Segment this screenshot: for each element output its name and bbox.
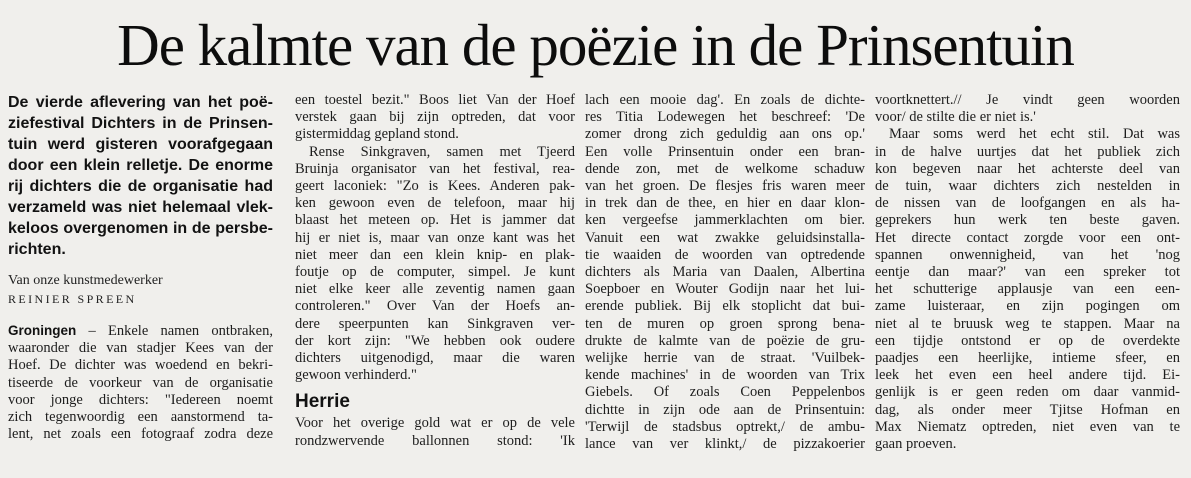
text-line: ken vergeefse jammerklachten om bier. [585,212,865,229]
text-line: Het directe contact zorgde voor een ont- [875,229,1180,246]
text-line: gistermiddag gepland stond. [295,126,459,143]
text-line: paadjes een heerlijke, intieme sfeer, en [875,350,1180,367]
text-line: in trek dan de thee, en hier en daar klon- [585,195,865,212]
text-line: geprekers hun werk ten beste gaven. [875,212,1180,229]
text-line: gaan proeven. [875,436,957,453]
text-line: genlijk is er geen reden om daar vanmid- [875,384,1180,401]
text-line: Een volle Prinsentuin onder een bran- [585,143,865,160]
text-line: gewoon verhinderd." [295,367,417,384]
article-body-block [8,322,273,443]
text-line: rij dichters die de organisatie had [8,178,273,195]
text-line: Vanuit een wat zwakke geluidsinstalla- [585,229,865,246]
text-line: ziefestival Dichters in de Prinsen- [8,115,273,132]
text-line: De vierde aflevering van het poë- [8,94,273,111]
text-line: in de halve uurtjes dat het publiek zich [875,143,1180,160]
text-line: rondzwervende ballonnen stond: 'Ik [295,432,575,449]
text-line: leek het even een heel andere tijd. Ei- [875,367,1180,384]
text-line: ken gewoon even de telefoon, maar hij [295,195,575,212]
text-line: hij er niet is, maar van onze kant was het [295,229,575,246]
text-line: Soepboer en Wouter Godijn naar het lui- [585,281,865,298]
text-line: spannen onwennigheid, van het 'nog [875,246,1180,263]
text-line: tie waaiden de woorden van optredende [585,246,865,263]
text-line: zich tegenwoordig een aanstormend ta- [8,409,273,426]
article-body-block [585,92,865,453]
article-body-block [295,92,575,384]
column-4 [875,92,1180,453]
text-line: verstek gaan bij zijn optreden, dat voor [295,109,575,126]
byline-name: REINIER SPREEN [8,292,137,306]
headline: De kalmte van de poëzie in de Prinsentuin [117,12,1074,78]
text-line: niet meer dan een klein knip- en plak- [295,246,575,263]
text-line: het schutterige applausje van een een- [875,281,1180,298]
text-line: dere speerpunten kan Sinkgraven ver- [295,315,575,332]
text-line: dag, als onder meer Tjitse Hofman en [875,401,1180,418]
text-line: zomer drong zich geduldig aan ons op.' [585,126,865,143]
text-line: keloos overgenomen in de persbe- [8,220,273,237]
text-line: voortknettert.// Je vindt geen woorden [875,92,1180,108]
text-line: van het groen. De flesjes fris waren meer [585,178,865,195]
text-line: Giebels. Of zoals Coen Peppelenbos [585,384,865,401]
text-line: tuin werd gisteren voorafgegaan [8,136,273,153]
text-line: welijke herrie van de straat. 'Vuilbek- [585,350,865,367]
section-heading: Herrie [295,391,350,413]
text-line: de tuin, waar dichters zich nestelden in [875,178,1180,195]
text-line: de nissen van de loofgangen en als ha- [875,195,1180,212]
text-line: voor jonge dichters: "Iedereen noemt [8,391,273,408]
text-line: niet al te bruusk weg te stappen. Maar na [875,315,1180,332]
text-line: ten de muren op groen sprong bena- [585,315,865,332]
text-line: 'Terwijl de stadsbus optrekt,/ de ambu- [585,418,865,435]
text-line: Maar soms werd het echt stil. Dat was [889,126,1180,143]
text-line: kon begeven naar het achterste deel van [875,160,1180,177]
text-line: geert laconiek: "Zo is Kees. Anderen pak- [295,178,575,195]
text-line: lach een mooie dag'. En zoals de dichte- [585,92,865,108]
dateline-lead: Groningen [8,323,77,338]
text-line: door een klein relletje. De enorme [8,157,273,174]
text-line: Rense Sinkgraven, samen met Tjeerd [309,143,575,160]
text-line: richten. [8,241,66,258]
text-line: foutje op de computer, simpel. Je kunt [295,264,575,281]
text-line: blaast het meteen op. Het is jammer dat [295,212,575,229]
text-line: tiseerde de voorkeur van de organisatie [8,374,273,391]
text-line: verzameld was niet helemaal vlek- [8,199,273,216]
text-line: Bruinja organisator van het festival, rea- [295,160,575,177]
text-line: Groningen – Enkele namen ontbraken, [8,323,273,339]
text-line: waaronder die van stadjer Kees van der [8,340,273,357]
text-line: een toestel bezit." Boos liet Van der Hoef [295,92,575,108]
text-line: dende zon, met de welkome schaduw [585,160,865,177]
text-line: dichters uitgenodigd, maar die waren [295,350,575,367]
text-line: zame luisteraar, en zijn pogingen om [875,298,1180,315]
article-intro [8,92,273,260]
text-line: niet elke keer alle zeventig namen gaan [295,281,575,298]
column-2 [295,92,575,453]
text-line: Max Niematz optreden, niet even van te [875,418,1180,435]
text-line: erende publiek. Bij elk stoplicht dat bui- [585,298,865,315]
byline-role: Van onze kunstmedewerker [8,273,163,288]
text-line: lance van ver klinkt,/ de pizzakoerier [585,436,865,453]
text-line: dichters als Maria van Daalen, Albertina [585,264,865,281]
text-line: voor/ de stilte die er niet is.' [875,109,1036,126]
text-line: controleren." Over Van der Hoefs an- [295,298,575,315]
column-3 [585,92,865,453]
text-line: Hoef. De dichter was woedend en bekri- [8,357,273,374]
text-line: kende machines' in de woorden van Trix [585,367,865,384]
column-1 [8,92,273,453]
text-line: een tijdje ontstond er op de overdekte [875,332,1180,349]
text-line: Voor het overige gold wat er op de vele [295,415,575,432]
text-line: res Titia Lodewegen het beschreef: 'De [585,109,865,126]
text-line: drukte de kalmte van de poëzie de gru- [585,332,865,349]
article-body-block [875,92,1180,453]
article-body-block [295,415,575,449]
text-line: der kort zijn: "We hebben ook oudere [295,332,575,349]
text-line: lent, net zoals een fotograaf zodra deze [8,426,273,443]
text-line: dichtte in zijn ode aan de Prinsentuin: [585,401,865,418]
text-line: eentje dan maar?' van een spreker tot [875,264,1180,281]
article-columns [8,92,1180,453]
